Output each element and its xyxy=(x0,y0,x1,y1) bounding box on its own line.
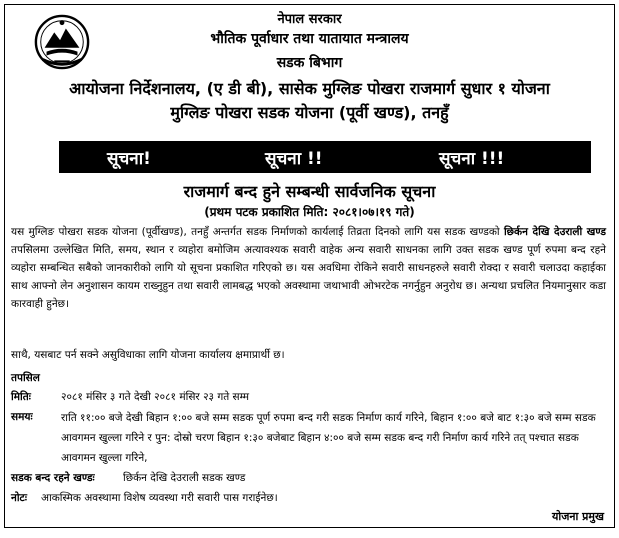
time-value: राति ११:०० बजे देखी बिहान १:०० बजे सम्म सडक पूर्ण रुपमा बन्द गरी सडक निर्माण कार्य गरिने, बिहान १:०० बजे बाट १:३० बजे सम्म सडक आवगमन खुल्ला गरिने र पुन: दोस्रो चरण बिहान १:३० बजेबाट बिहान ४:०० बजे सम्म सडक बन्द गरी निर्माण कार्य गरिने तत् पश्चात सडक आवगमन खुल्ला गरिने, xyxy=(61,412,596,464)
government-name: नेपाल सरकार xyxy=(277,12,342,27)
project-name: मुग्लिङ पोखरा सडक योजना (पूर्वी खण्ड), तनहुँ xyxy=(170,103,449,122)
date-value: २०८१ मंसिर ३ गते देखी २०८१ मंसिर २३ गते सम्म xyxy=(61,391,250,403)
note-value: आकस्मिक अवस्थामा विशेष व्यवस्था गरी सवारी पास गराईनेछ। xyxy=(41,492,278,504)
department-name: सडक बिभाग xyxy=(276,55,343,71)
closed-section-value: छिर्कन देखि देउराली सडक खण्ड xyxy=(123,472,246,484)
notice-paragraph xyxy=(11,223,606,313)
banner-item-2: सूचना !! xyxy=(265,149,323,169)
banner-item-1: सूचना! xyxy=(107,149,151,169)
paragraph-highlight: छिर्कन देखि देउराली खण्ड xyxy=(503,226,606,238)
banner-item-3: सूचना !!! xyxy=(439,149,505,169)
office-name: आयोजना निर्देशनालय, (ए डी बी), सासेक मुग्लिङ पोखरा राजमार्ग सुधार १ योजना xyxy=(69,79,550,98)
closed-section-label: सडक बन्द रहने खण्डः xyxy=(11,472,95,484)
apology-text: साथै, यसबाट पर्न सक्ने असुविधाका लागि योजना कार्यालय क्षमाप्रार्थी छ। xyxy=(11,349,285,361)
paragraph-rest: तपसिलमा उल्लेखित मिति, समय, स्थान र व्यहोरा बमोजिम अत्यावश्यक सवारी वाहेक अन्य सवारी साधनका लागि उक्त सडक खण्ड पूर्ण रुपमा बन्द रहने व्यहोरा सम्बन्धित सबैको जानकारीको लागि यो सूचना प्रकाशित गरिएको छ। यस अवधिमा रोकिने सवारी साधनहरुले सवारी रोक्दा र सवारी चलाउदा कहाईका साथ आफ्नो लेन अनुशासन कायम राख्नुहुन तथा सवारी लामबद्ध भएको अवस्थामा जथाभावी ओभरटेक नगर्नुहुन अनुरोध छ। अन्यथा प्रचलित नियमानुसार कडा कारवाही हुनेछ। xyxy=(11,244,606,310)
details-heading: तपसिल xyxy=(11,372,40,384)
date-label: मितिः xyxy=(11,391,31,403)
ministry-name: भौतिक पूर्वाधार तथा यातायात मन्त्रालय xyxy=(210,31,409,47)
paragraph-intro: यस मुग्लिङ पोखरा सडक योजना (पूर्वीखण्ड), तनहुँ अन्तर्गत सडक निर्माणको कार्यलाई तिव्रता दिनको लागि यस सडक खण्डको xyxy=(11,226,504,238)
time-label: समयः xyxy=(11,411,33,423)
notice-page xyxy=(4,4,615,528)
notice-subtitle: (प्रथम पटक प्रकाशित मिति: २०८१।०७।१९ गते) xyxy=(204,205,415,219)
notice-body xyxy=(11,223,606,313)
signature: योजना प्रमुख xyxy=(551,510,604,523)
notice-title: राजमार्ग बन्द हुने सम्बन्धी सार्वजनिक सूचना xyxy=(183,182,436,201)
notice-banner xyxy=(59,141,591,173)
note-label: नोटः xyxy=(11,492,27,504)
